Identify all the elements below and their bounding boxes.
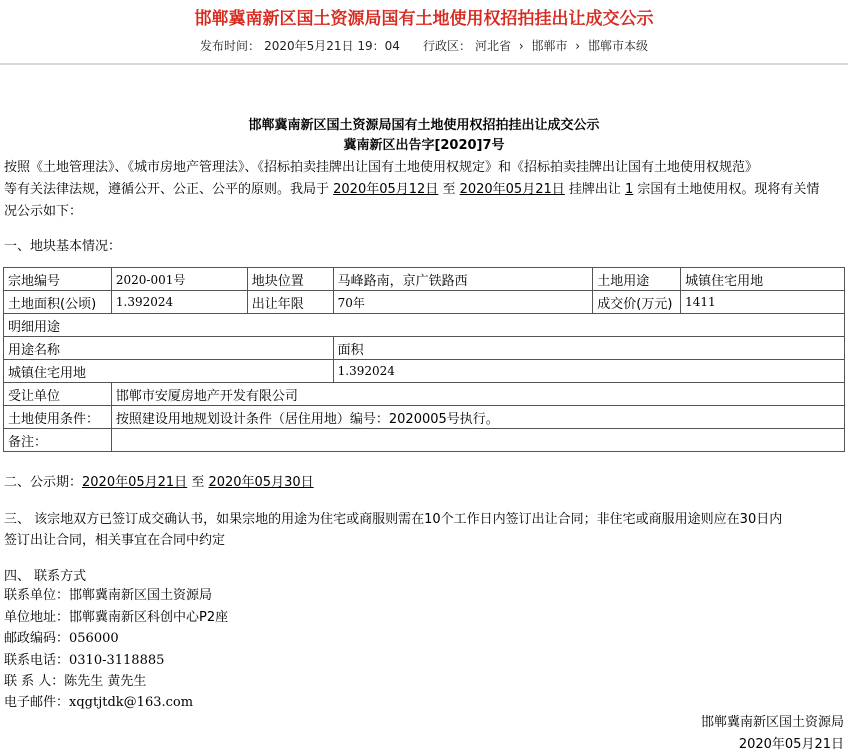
listing-end-date: 2020年05月21日 (459, 182, 565, 197)
section-3-line-2: 签订出让合同，相关事宜在合同中约定 (4, 533, 226, 548)
notice-heading: 邯郸冀南新区国土资源局国有土地使用权招拍挂出让成交公示 (248, 118, 600, 133)
breadcrumb-separator: › (518, 39, 524, 53)
contact-unit: 联系单位：邯郸冀南新区国土资源局 (4, 588, 213, 603)
page-title: 邯郸冀南新区国土资源局国有土地使用权招拍挂出让成交公示 (194, 9, 654, 29)
table-cell: 1.392024 (111, 291, 247, 314)
publish-label: 发布时间： (200, 39, 261, 53)
table-cell: 土地用途 (593, 268, 681, 291)
notice-number: 冀南新区出告字[2020]7号 (343, 138, 505, 153)
table-cell: 出让年限 (247, 291, 333, 314)
table-row (4, 268, 845, 291)
region-city[interactable]: 邯郸市 (531, 39, 568, 53)
meta-bar (0, 37, 848, 54)
section-3-line-1: 三、 该宗地双方已签订成交确认书，如果宗地的用途为住宅或商服则需在10个工作日内签订出让合同；非住宅或商服用途则应在30日内 (4, 512, 783, 527)
table-row (4, 291, 845, 314)
contact-address: 单位地址：邯郸冀南新区科创中心P2座 (4, 610, 229, 625)
publicity-end-date: 2020年05月30日 (208, 475, 314, 490)
condition-label: 土地使用条件： (4, 406, 112, 429)
condition-value: 按照建设用地规划设计条件（居住用地）编号：2020005号执行。 (111, 406, 844, 429)
intro-line-2 (4, 178, 819, 197)
table-cell: 宗地编号 (4, 268, 112, 291)
remark-value (111, 429, 844, 452)
detail-usage-label: 明细用途 (4, 314, 845, 337)
contact-person: 联 系 人：陈先生 黄先生 (4, 674, 147, 689)
table-cell: 土地面积(公顷) (4, 291, 112, 314)
parcel-table (3, 267, 845, 452)
publicity-start-date: 2020年05月21日 (82, 475, 188, 490)
table-cell: 1411 (681, 291, 845, 314)
usage-name: 城镇住宅用地 (4, 360, 334, 383)
table-cell: 城镇住宅用地 (681, 268, 845, 291)
usage-area: 1.392024 (333, 360, 844, 383)
usage-name-header: 用途名称 (4, 337, 334, 360)
region-province[interactable]: 河北省 (474, 39, 511, 53)
table-row (4, 429, 845, 452)
table-cell: 马峰路南，京广铁路西 (333, 268, 593, 291)
intro-text: 等有关法律法规，遵循公开、公正、公平的原则。我局于 (4, 182, 334, 197)
table-row (4, 337, 845, 360)
publish-time: 2020年5月21日 19：04 (264, 39, 400, 53)
contact-phone (4, 649, 164, 668)
table-cell: 地块位置 (247, 268, 333, 291)
intro-line-3: 况公示如下： (4, 204, 83, 219)
table-cell: 70年 (333, 291, 593, 314)
intro-text: 宗国有土地使用权。现将有关情 (633, 182, 820, 197)
footer-date: 2020年05月21日 (738, 737, 844, 752)
section-4-title: 四、 联系方式 (4, 569, 87, 584)
divider (0, 63, 848, 65)
postcode-label: 邮政编码： (4, 631, 70, 646)
contact-postcode (4, 627, 119, 646)
grantee-label: 受让单位 (4, 383, 112, 406)
table-cell: 2020-001号 (111, 268, 247, 291)
listing-start-date: 2020年05月12日 (333, 182, 439, 197)
section-1-title: 一、地块基本情况： (4, 239, 122, 254)
date-connector: 至 (438, 182, 460, 197)
table-row (4, 314, 845, 337)
section-2-prefix: 二、公示期： (4, 475, 83, 490)
breadcrumb-separator: › (575, 39, 581, 53)
date-connector: 至 (187, 475, 209, 490)
parcel-count: 1 (625, 182, 634, 197)
footer-org: 邯郸冀南新区国土资源局 (700, 715, 844, 730)
intro-line-1: 按照《土地管理法》、《城市房地产管理法》、《招标拍卖挂牌出让国有土地使用权规定》和《招标拍卖挂牌出让国有土地使用权规范》 (4, 160, 759, 175)
phone-value: 0310-3118885 (69, 653, 165, 668)
table-row (4, 383, 845, 406)
region-label: 行政区： (422, 39, 471, 53)
email-label: 电子邮件： (4, 695, 70, 710)
grantee-value: 邯郸市安厦房地产开发有限公司 (111, 383, 844, 406)
table-cell: 成交价(万元) (593, 291, 681, 314)
table-row (4, 406, 845, 429)
table-row (4, 360, 845, 383)
usage-area-header: 面积 (333, 337, 844, 360)
phone-label: 联系电话： (4, 653, 70, 668)
postcode-value: 056000 (69, 631, 119, 646)
remark-label: 备注： (4, 429, 112, 452)
section-2 (4, 471, 314, 490)
intro-text: 挂牌出让 (564, 182, 626, 197)
region-level[interactable]: 邯郸市本级 (587, 39, 648, 53)
email-value: xqgtjtdk@163.com (69, 695, 194, 710)
contact-email (4, 691, 193, 710)
